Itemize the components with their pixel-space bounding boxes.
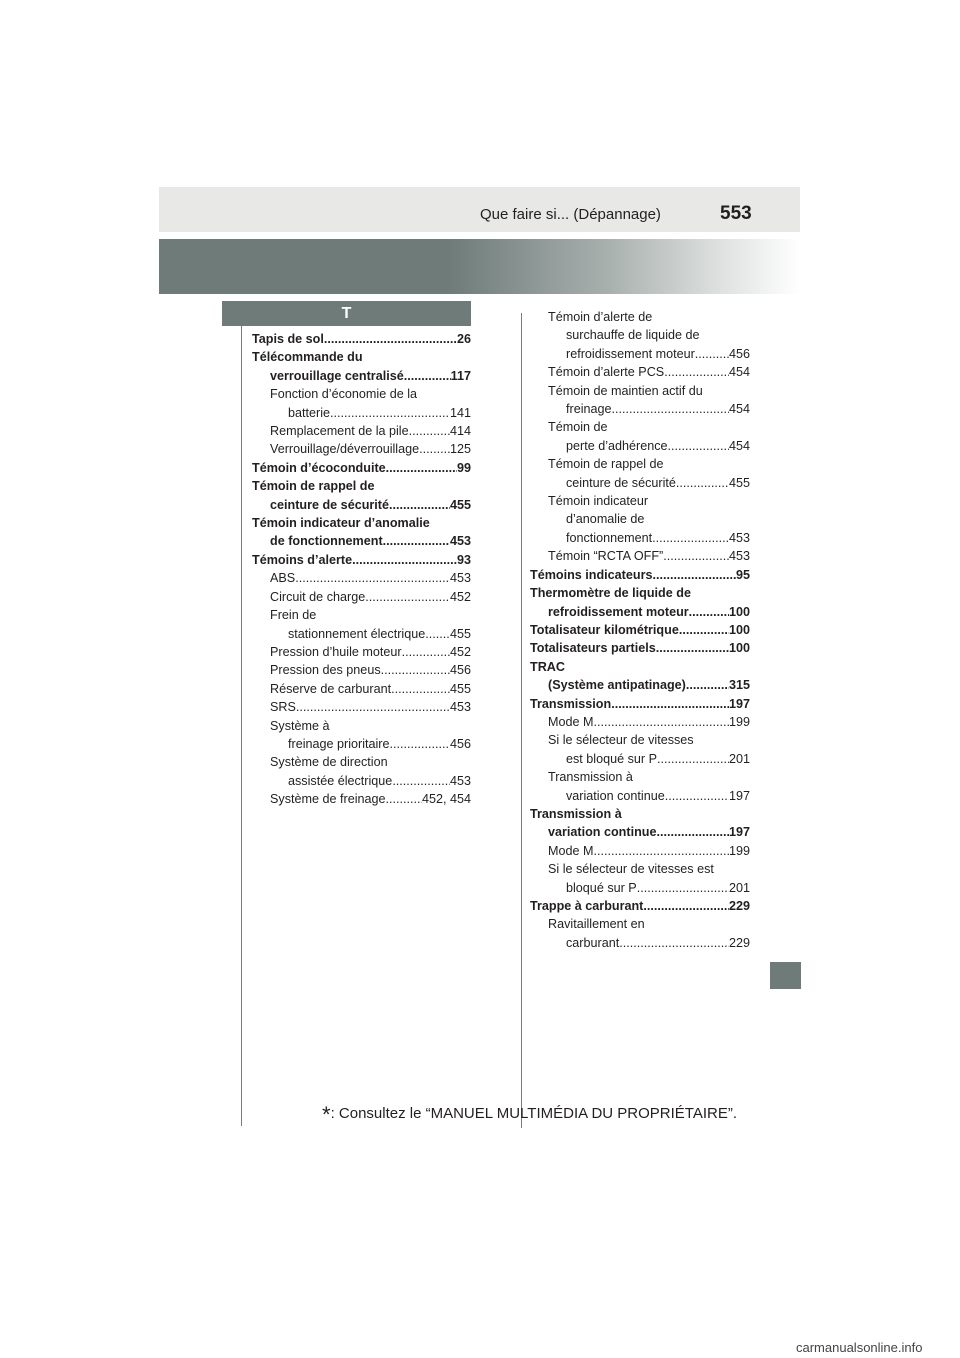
index-entry-page: 452 (449, 644, 471, 659)
index-entry-text: refroidissement moteur (566, 346, 695, 361)
index-entry (530, 842, 750, 860)
index-entry (530, 621, 750, 639)
dot-leader (419, 440, 450, 458)
dot-leader (612, 400, 729, 418)
index-entry-page: 229 (728, 935, 750, 950)
index-entry-text: Témoin indicateur (548, 494, 649, 509)
index-entry (252, 532, 471, 550)
index-entry (530, 363, 750, 381)
index-entry-text: Témoin de rappel de (252, 479, 375, 494)
index-entry-page: 452, 454 (421, 792, 471, 807)
index-entry-text: Témoin “RCTA OFF” (548, 549, 664, 564)
index-column-left (252, 330, 471, 809)
index-entry-text: carburant (566, 935, 620, 950)
index-entry-text: Trappe à carburant (530, 899, 644, 913)
index-entry-page: 455 (728, 475, 750, 490)
dot-leader (679, 621, 729, 639)
index-entry-text: surchauffe de liquide de (566, 328, 700, 343)
index-entry (530, 860, 750, 878)
index-entry-text: Mode M (548, 714, 594, 729)
index-entry-page: 199 (728, 843, 750, 858)
index-entry-text: Réserve de carburant (270, 681, 392, 696)
dot-leader (664, 363, 729, 381)
dot-leader (665, 787, 729, 805)
dot-leader (391, 680, 450, 698)
index-entry-text: Témoins d’alerte (252, 552, 353, 567)
index-entry-text: Transmission à (530, 806, 622, 821)
index-entry-text: Thermomètre de liquide de (530, 586, 691, 601)
index-entry-page: 455 (449, 626, 471, 641)
dot-leader (643, 897, 729, 915)
index-entry-page: 453 (449, 534, 471, 549)
dot-leader (594, 713, 729, 731)
index-entry (530, 418, 750, 436)
index-entry (530, 750, 750, 768)
index-entry-page: 100 (728, 604, 750, 619)
index-entry (252, 514, 471, 532)
dot-leader (402, 643, 450, 661)
index-entry-page: 141 (449, 405, 471, 420)
index-entry (252, 477, 471, 495)
index-entry (252, 385, 471, 403)
dot-leader (637, 879, 729, 897)
index-entry (252, 496, 471, 514)
index-entry-text: batterie (288, 405, 331, 420)
index-entry (252, 367, 471, 385)
index-entry-text: (Système antipatinage) (548, 678, 686, 693)
index-entry-text: Si le sélecteur de vitesses (548, 733, 694, 748)
index-entry-text: TRAC (530, 659, 565, 674)
index-entry-text: bloqué sur P (566, 880, 637, 895)
index-entry (530, 639, 750, 657)
index-entry-text: Témoin indicateur d’anomalie (252, 516, 430, 531)
index-entry (530, 345, 750, 363)
index-entry (252, 404, 471, 422)
index-entry-text: Transmission à (548, 770, 633, 785)
index-entry-text: est bloqué sur P (566, 751, 658, 766)
index-entry-text: Système de direction (270, 755, 388, 770)
index-entry (252, 753, 471, 771)
index-entry-page: 117 (450, 368, 471, 383)
index-column-right (530, 308, 750, 952)
index-entry-text: freinage prioritaire (288, 736, 390, 751)
index-entry (530, 934, 750, 952)
index-entry-text: verrouillage centralisé (270, 368, 404, 383)
index-entry-text: Tapis de sol (252, 332, 324, 346)
index-entry-page: 100 (728, 641, 750, 656)
index-entry (530, 474, 750, 492)
index-entry (530, 382, 750, 400)
index-entry-page: 93 (456, 552, 471, 567)
index-entry-text: de fonctionnement (270, 534, 383, 549)
index-entry (530, 400, 750, 418)
dot-leader (656, 639, 729, 657)
index-entry-page: 454 (728, 438, 750, 453)
index-entry-text: Système à (270, 718, 330, 733)
dot-leader (390, 735, 450, 753)
section-letter-header: T (222, 301, 471, 326)
dot-leader (352, 551, 457, 569)
index-entry-page: 95 (735, 567, 750, 582)
index-entry-page: 453 (449, 571, 471, 586)
index-entry (252, 606, 471, 624)
index-entry-text: Remplacement de la pile (270, 424, 409, 439)
index-entry (530, 731, 750, 749)
index-entry-text: Fonction d’économie de la (270, 387, 418, 402)
index-entry (530, 510, 750, 528)
index-entry-page: 453 (449, 700, 471, 715)
index-entry-text: ceinture de sécurité (270, 497, 389, 512)
index-entry-page: 455 (449, 681, 471, 696)
index-entry-text: variation continue (548, 825, 657, 840)
index-entry (530, 584, 750, 602)
index-entry (252, 698, 471, 716)
index-entry-text: Système de freinage (270, 792, 386, 807)
index-entry-text: Transmission (530, 696, 612, 711)
index-entry (530, 805, 750, 823)
index-entry-page: 456 (449, 736, 471, 751)
index-entry-page: 456 (728, 346, 750, 361)
index-entry-page: 125 (449, 442, 471, 457)
index-entry-page: 315 (728, 678, 750, 693)
index-entry (530, 823, 750, 841)
index-entry-page: 456 (449, 663, 471, 678)
index-entry-text: Témoin de maintien actif du (548, 383, 703, 398)
column-divider-left (241, 326, 242, 1126)
dot-leader (657, 750, 729, 768)
index-entry (530, 915, 750, 933)
index-entry (252, 680, 471, 698)
index-entry-text: Témoin d’alerte PCS (548, 365, 665, 380)
index-entry-text: Frein de (270, 608, 317, 623)
dot-leader (652, 566, 736, 584)
dot-leader (668, 437, 729, 455)
index-entry (252, 569, 471, 587)
watermark: carmanualsonline.info (796, 1340, 923, 1355)
index-entry (252, 772, 471, 790)
dot-leader (619, 934, 729, 952)
dot-leader (676, 474, 729, 492)
index-entry (530, 897, 750, 915)
index-entry-text: Témoins indicateurs (530, 567, 653, 582)
index-entry-page: 26 (456, 332, 471, 346)
dot-leader (389, 496, 450, 514)
index-entry (252, 588, 471, 606)
index-entry (530, 308, 750, 326)
dot-leader (295, 569, 450, 587)
index-entry (530, 547, 750, 565)
index-entry-page: 453 (449, 773, 471, 788)
dot-leader (392, 772, 450, 790)
index-entry-text: Témoin de rappel de (548, 457, 664, 472)
index-entry (530, 603, 750, 621)
index-entry (530, 437, 750, 455)
index-entry-text: ABS (270, 571, 296, 586)
index-entry-text: freinage (566, 402, 612, 417)
index-entry-text: refroidissement moteur (548, 604, 689, 619)
index-entry-text: Si le sélecteur de vitesses est (548, 862, 714, 877)
index-entry-page: 197 (728, 825, 750, 840)
dot-leader (656, 823, 729, 841)
index-entry-page: 100 (728, 622, 750, 637)
index-entry-text: variation continue (566, 788, 665, 803)
chapter-tab (770, 962, 801, 989)
dot-leader (365, 588, 450, 606)
dot-leader (404, 367, 451, 385)
index-entry (252, 440, 471, 458)
index-entry (252, 551, 471, 569)
index-entry (252, 348, 471, 366)
dot-leader (324, 330, 457, 348)
index-entry-page: 414 (449, 424, 471, 439)
dot-leader (425, 625, 450, 643)
dot-leader (663, 547, 729, 565)
index-entry-page: 201 (728, 880, 750, 895)
dot-leader (383, 532, 450, 550)
dot-leader (686, 676, 729, 694)
index-entry-text: Télécommande du (252, 350, 363, 365)
index-entry (530, 787, 750, 805)
index-entry (530, 768, 750, 786)
dot-leader (409, 422, 450, 440)
page-title: Que faire si... (Dépannage) (480, 206, 661, 223)
index-entry (252, 661, 471, 679)
page-number: 553 (720, 203, 752, 224)
index-entry-text: Pression d’huile moteur (270, 644, 402, 659)
index-entry-page: 197 (728, 788, 750, 803)
index-entry (252, 643, 471, 661)
index-entry-text: Ravitaillement en (548, 917, 645, 932)
index-entry-page: 452 (449, 589, 471, 604)
index-entry-page: 453 (728, 530, 750, 545)
index-entry (530, 658, 750, 676)
index-entry-page: 229 (728, 899, 750, 913)
index-entry-text: Totalisateurs partiels (530, 641, 656, 656)
index-entry (530, 326, 750, 344)
index-entry-text: stationnement électrique (288, 626, 426, 641)
index-entry (252, 790, 471, 808)
index-entry-page: 197 (728, 696, 750, 711)
dot-leader (695, 345, 729, 363)
index-entry-text: Pression des pneus (270, 663, 381, 678)
dot-leader (611, 695, 729, 713)
column-divider-middle (521, 313, 522, 1128)
index-entry-page: 453 (728, 549, 750, 564)
index-entry (252, 330, 471, 348)
index-entry-text: fonctionnement (566, 530, 653, 545)
index-entry (530, 695, 750, 713)
index-entry-text: Témoin de (548, 420, 608, 435)
index-entry (530, 713, 750, 731)
index-entry-text: assistée électrique (288, 773, 393, 788)
index-entry (252, 735, 471, 753)
dot-leader (381, 661, 450, 679)
footnote (322, 1102, 737, 1128)
index-entry (530, 566, 750, 584)
dot-leader (689, 603, 729, 621)
index-entry-text: Totalisateur kilométrique (530, 622, 679, 637)
index-entry-text: Mode M (548, 843, 594, 858)
index-entry-text: Témoin d’écoconduite (252, 460, 386, 475)
index-entry (252, 422, 471, 440)
index-entry-text: Verrouillage/déverrouillage (270, 442, 420, 457)
footnote-marker: * (322, 1102, 331, 1127)
index-entry (530, 492, 750, 510)
index-entry-text: ceinture de sécurité (566, 475, 676, 490)
index-entry-text: Circuit de charge (270, 589, 366, 604)
dot-leader (386, 459, 457, 477)
index-entry-page: 454 (728, 365, 750, 380)
index-entry (252, 717, 471, 735)
index-entry (530, 879, 750, 897)
index-entry (252, 459, 471, 477)
dot-leader (652, 529, 729, 547)
index-entry-page: 201 (728, 751, 750, 766)
index-entry-text: Témoin d’alerte de (548, 310, 653, 324)
dot-leader (594, 842, 729, 860)
footnote-text: : Consultez le “MANUEL MULTIMÉDIA DU PROPRIÉTAIRE”. (330, 1105, 738, 1122)
dot-leader (386, 790, 422, 808)
index-entry (252, 625, 471, 643)
index-entry (530, 529, 750, 547)
index-entry-page: 99 (456, 460, 471, 475)
dot-leader (296, 698, 450, 716)
index-entry-text: d’anomalie de (566, 512, 645, 527)
decorative-band (159, 239, 800, 294)
index-entry-page: 199 (728, 714, 750, 729)
index-entry-text: SRS (270, 700, 296, 715)
index-entry (530, 455, 750, 473)
dot-leader (330, 404, 450, 422)
index-entry-text: perte d’adhérence (566, 438, 668, 453)
index-entry (530, 676, 750, 694)
index-entry-page: 454 (728, 402, 750, 417)
index-entry-page: 455 (449, 497, 471, 512)
